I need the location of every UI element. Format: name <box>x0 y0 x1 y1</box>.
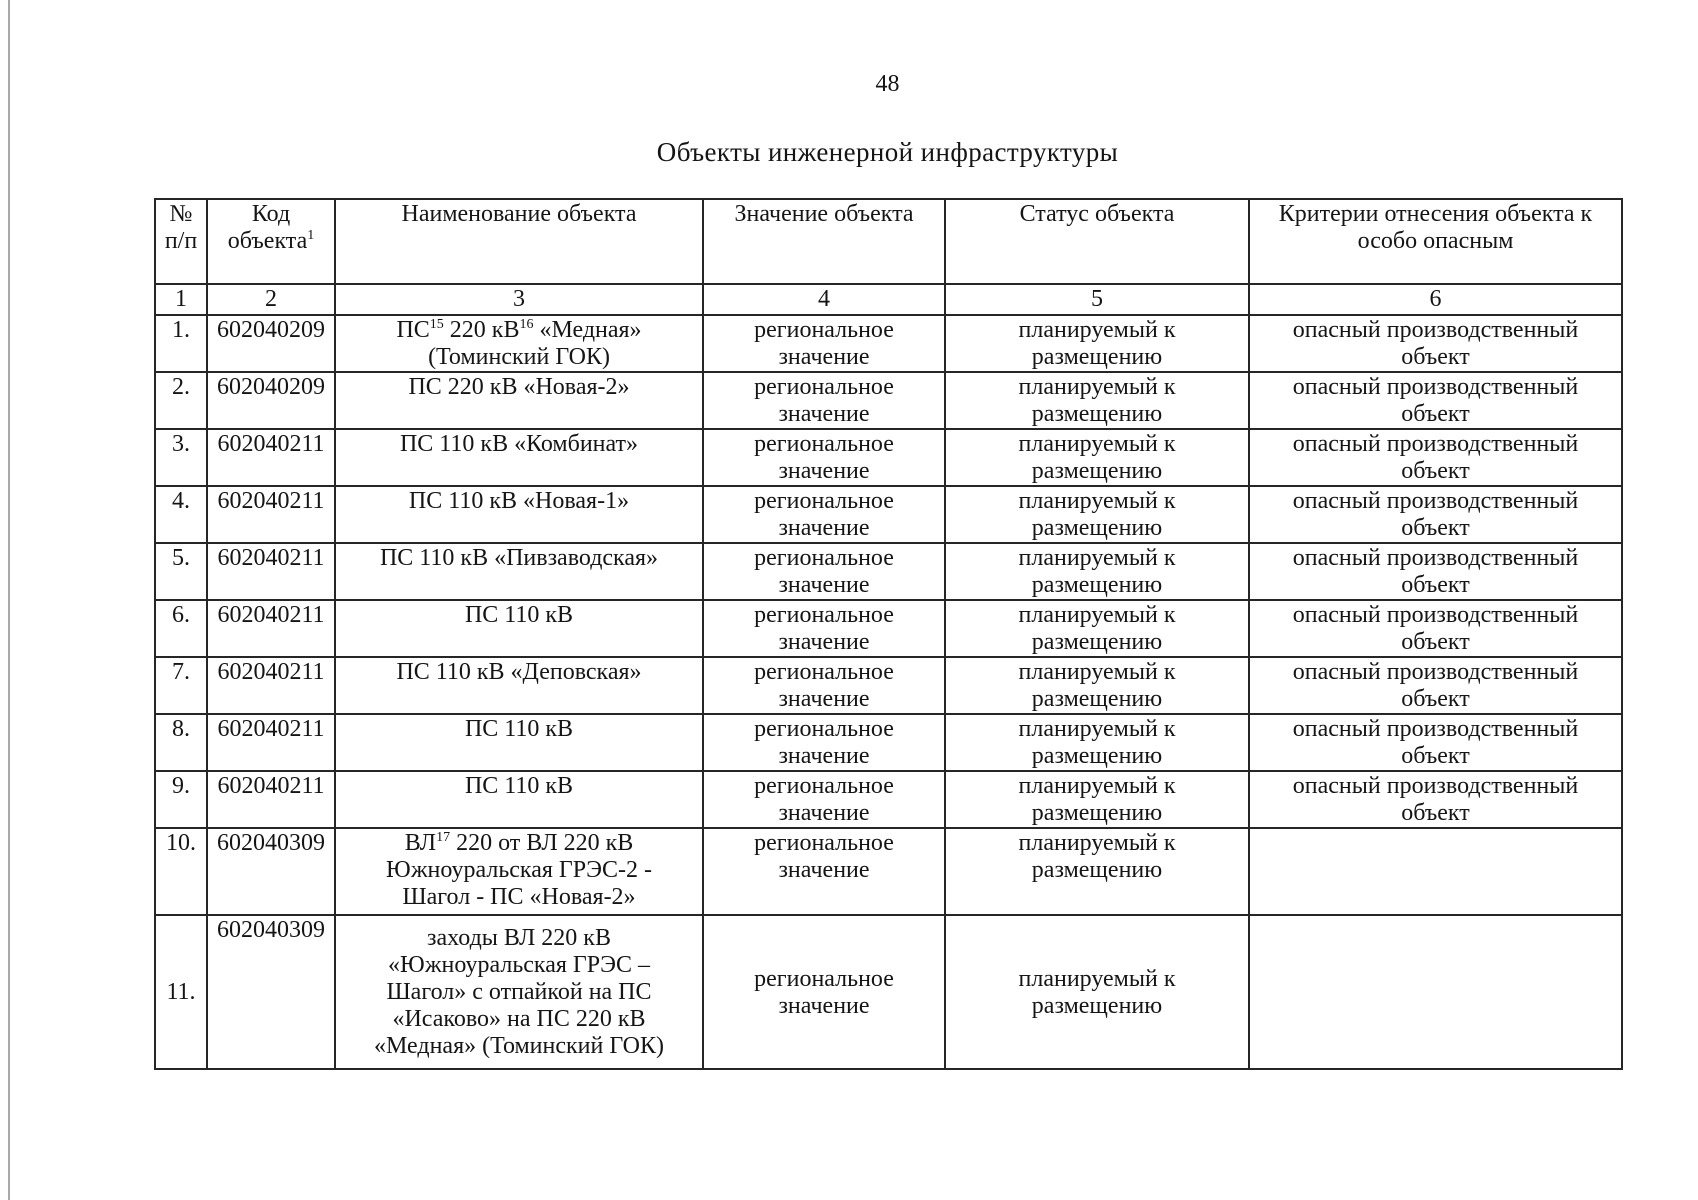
header-status: Статус объекта <box>945 199 1249 284</box>
object-status-cell: планируемый к размещению <box>945 429 1249 486</box>
object-code-cell: 602040209 <box>207 315 335 372</box>
object-value-cell: региональное значение <box>703 543 945 600</box>
object-value-cell: региональное значение <box>703 429 945 486</box>
object-status-cell: планируемый к размещению <box>945 657 1249 714</box>
object-value-cell: региональное значение <box>703 828 945 915</box>
object-name-text: ПС 110 кВ «Комбинат» <box>399 431 639 457</box>
column-number-cell: 6 <box>1249 284 1622 315</box>
object-name-text: «Медная» (Томинский ГОК) <box>428 317 642 370</box>
table-row <box>155 429 1622 486</box>
row-number-cell: 1. <box>155 315 207 372</box>
table-row <box>155 543 1622 600</box>
object-value-cell: региональное значение <box>703 600 945 657</box>
object-name-cell <box>335 915 703 1069</box>
object-status-cell: планируемый к размещению <box>945 486 1249 543</box>
document-title: Объекты инженерной инфраструктуры <box>656 137 1119 167</box>
object-name-text: ВЛ <box>404 830 437 856</box>
column-number-cell: 4 <box>703 284 945 315</box>
header-value: Значение объекта <box>703 199 945 284</box>
column-number-cell: 3 <box>335 284 703 315</box>
object-code-cell: 602040309 <box>207 828 335 915</box>
row-number-cell: 9. <box>155 771 207 828</box>
page-number: 48 <box>875 71 900 97</box>
footnote-ref: 15 <box>429 317 444 332</box>
row-number-cell: 10. <box>155 828 207 915</box>
criteria-cell: опасный производственный объект <box>1249 486 1622 543</box>
scan-edge-line <box>8 0 10 1200</box>
object-name-text: ПС 220 кВ «Новая-2» <box>408 374 630 400</box>
object-value-cell: региональное значение <box>703 657 945 714</box>
table-row <box>155 828 1622 915</box>
criteria-cell: опасный производственный объект <box>1249 429 1622 486</box>
object-value-cell: региональное значение <box>703 372 945 429</box>
row-number-cell: 4. <box>155 486 207 543</box>
table-row <box>155 315 1622 372</box>
table-header-row <box>155 199 1622 284</box>
object-code-cell: 602040211 <box>207 429 335 486</box>
row-number-cell: 3. <box>155 429 207 486</box>
object-status-cell: планируемый к размещению <box>945 315 1249 372</box>
object-name-text: ПС <box>396 317 430 343</box>
header-code-text: Код объекта <box>227 201 308 254</box>
object-code-cell: 602040211 <box>207 543 335 600</box>
object-name-text: 220 кВ <box>443 317 520 343</box>
object-code-cell: 602040211 <box>207 486 335 543</box>
object-name-text: ПС 110 кВ <box>464 716 574 742</box>
object-name-text: ПС 110 кВ <box>464 773 574 799</box>
object-value-cell: региональное значение <box>703 915 945 1069</box>
object-name-cell <box>335 429 703 486</box>
table-row <box>155 486 1622 543</box>
object-name-text: 220 от ВЛ 220 кВ Южноуральская ГРЭС-2 - Шагол - ПС «Новая-2» <box>386 830 652 910</box>
criteria-cell: опасный производственный объект <box>1249 600 1622 657</box>
criteria-cell <box>1249 915 1622 1069</box>
table-row <box>155 600 1622 657</box>
criteria-cell: опасный производственный объект <box>1249 714 1622 771</box>
object-name-cell <box>335 315 703 372</box>
criteria-cell: опасный производственный объект <box>1249 771 1622 828</box>
row-number-cell: 11. <box>155 915 207 1069</box>
object-value-cell: региональное значение <box>703 486 945 543</box>
object-status-cell: планируемый к размещению <box>945 600 1249 657</box>
object-name-cell <box>335 657 703 714</box>
object-value-cell: региональное значение <box>703 771 945 828</box>
object-name-cell <box>335 543 703 600</box>
table-row <box>155 771 1622 828</box>
object-code-cell: 602040209 <box>207 372 335 429</box>
object-name-cell <box>335 372 703 429</box>
header-number: № п/п <box>155 199 207 284</box>
table-row <box>155 915 1622 1069</box>
object-name-cell <box>335 600 703 657</box>
object-name-text: ПС 110 кВ «Деповская» <box>396 659 642 685</box>
object-status-cell: планируемый к размещению <box>945 828 1249 915</box>
object-status-cell: планируемый к размещению <box>945 915 1249 1069</box>
header-criteria: Критерии отнесения объекта к особо опасным <box>1249 199 1622 284</box>
object-value-cell: региональное значение <box>703 315 945 372</box>
column-number-row <box>155 284 1622 315</box>
row-number-cell: 2. <box>155 372 207 429</box>
object-code-cell: 602040211 <box>207 714 335 771</box>
table-row <box>155 714 1622 771</box>
footnote-ref: 16 <box>519 317 534 332</box>
object-status-cell: планируемый к размещению <box>945 372 1249 429</box>
criteria-cell: опасный производственный объект <box>1249 372 1622 429</box>
object-name-cell <box>335 714 703 771</box>
row-number-cell: 5. <box>155 543 207 600</box>
header-code <box>207 199 335 284</box>
object-code-cell: 602040211 <box>207 771 335 828</box>
footnote-ref: 17 <box>436 830 451 845</box>
column-number-cell: 2 <box>207 284 335 315</box>
criteria-cell: опасный производственный объект <box>1249 657 1622 714</box>
object-name-cell <box>335 486 703 543</box>
object-status-cell: планируемый к размещению <box>945 714 1249 771</box>
infrastructure-table <box>154 198 1623 1070</box>
header-name: Наименование объекта <box>335 199 703 284</box>
column-number-cell: 5 <box>945 284 1249 315</box>
object-status-cell: планируемый к размещению <box>945 543 1249 600</box>
criteria-cell: опасный производственный объект <box>1249 315 1622 372</box>
table-row <box>155 372 1622 429</box>
object-code-cell: 602040211 <box>207 600 335 657</box>
criteria-cell: опасный производственный объект <box>1249 543 1622 600</box>
object-name-text: ПС 110 кВ «Пивзаводская» <box>379 545 659 571</box>
object-name-cell <box>335 771 703 828</box>
object-value-cell: региональное значение <box>703 714 945 771</box>
object-name-cell <box>335 828 703 915</box>
row-number-cell: 6. <box>155 600 207 657</box>
object-name-text: ПС 110 кВ <box>464 602 574 628</box>
row-number-cell: 8. <box>155 714 207 771</box>
object-code-cell: 602040309 <box>207 915 335 1069</box>
column-number-cell: 1 <box>155 284 207 315</box>
table-row <box>155 657 1622 714</box>
object-name-text: ПС 110 кВ «Новая-1» <box>408 488 630 514</box>
object-status-cell: планируемый к размещению <box>945 771 1249 828</box>
object-code-cell: 602040211 <box>207 657 335 714</box>
row-number-cell: 7. <box>155 657 207 714</box>
footnote-ref: 1 <box>307 228 315 243</box>
object-name-text: заходы ВЛ 220 кВ «Южноуральская ГРЭС – Шагол» с отпайкой на ПС «Исаково» на ПС 220 кВ «Медная» (Томинский ГОК) <box>374 925 664 1059</box>
criteria-cell <box>1249 828 1622 915</box>
